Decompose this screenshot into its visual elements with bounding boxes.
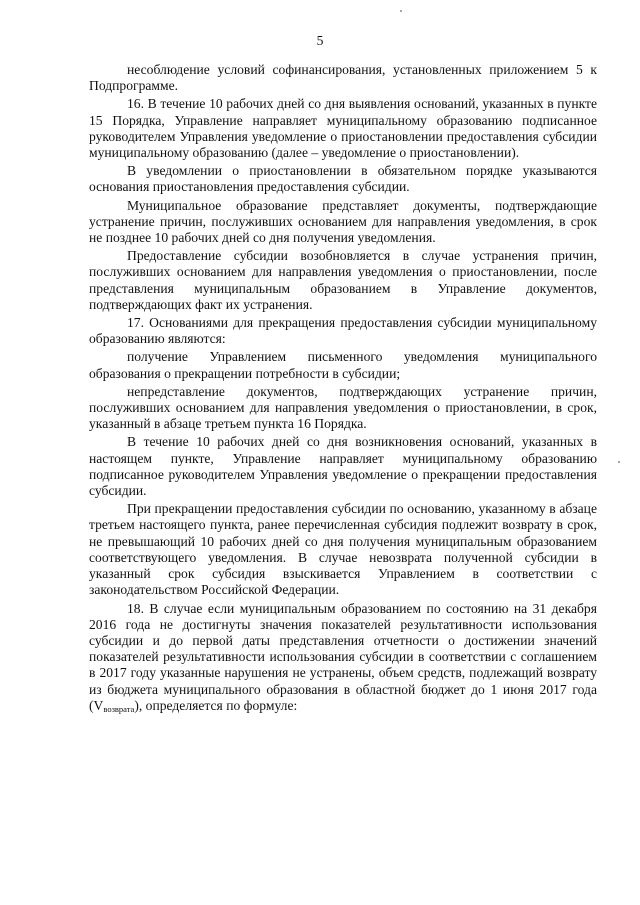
- paragraph-termination-notice: В течение 10 рабочих дней со дня возникновения оснований, указанных в настоящем пункте, Управление направляет муниципальному образованию подписанное руководителем Управления уведомление о прекращении предоставления субсидии.: [89, 434, 597, 499]
- scan-speck: [400, 10, 402, 12]
- paragraph-16-suspension-notice: 16. В течение 10 рабочих дней со дня выявления оснований, указанных в пункте 15 Порядка, Управление направляет муниципальному образованию подписанное руководителем Управления уведомление о приостановлении предоставления субсидии муниципальному образованию (далее – уведомление о приостановлении).: [89, 96, 597, 161]
- paragraph-18-refund-formula: [89, 601, 597, 714]
- paragraph-documents-submission: Муниципальное образование представляет документы, подтверждающие устранение причин, послуживших основанием для направления уведомления, в срок не позднее 10 рабочих дней со дня получения уведомления.: [89, 197, 597, 246]
- document-body: [89, 62, 597, 716]
- paragraph-written-notice: получение Управлением письменного уведомления муниципального образования о прекращении потребности в субсидии;: [89, 349, 597, 381]
- scan-speck: [618, 461, 620, 463]
- page-number: 5: [316, 33, 324, 48]
- paragraph-subsidy-refund: При прекращении предоставления субсидии по основанию, указанному в абзаце третьем настоящего пункта, ранее перечисленная субсидия подлежит возврату в срок, не превышающий 10 рабочих дней со дня получения муниципальным образованием соответствующего уведомления. В случае невозврата полученной субсидии в указанный срок субсидия взыскивается Управлением в соответствии с законодательством Российской Федерации.: [89, 501, 597, 598]
- v-refund-subscript: возврата: [103, 703, 135, 714]
- paragraph-18-ending: ), определяется по формуле:: [134, 697, 298, 713]
- paragraph-non-submission: непредставление документов, подтверждающих устранение причин, послуживших основанием для направления уведомления о приостановлении, в срок, указанный в абзаце третьем пункта 16 Порядка.: [89, 383, 597, 432]
- paragraph-18-text: 18. В случае если муниципальным образованием по состоянию на 31 декабря 2016 года не достигнуты значения показателей результативности использования субсидии и до первой даты представления отчетности о достижении значений показателей результативности использования субсидии в соответствии с соглашением в 2017 году указанные нарушения не устранены, объем средств, подлежащий возврату из бюджета муниципального образования в областной бюджет до 1 июня 2017 года (V: [89, 600, 597, 713]
- paragraph-subsidy-resumption: Предоставление субсидии возобновляется в случае устранения причин, послуживших основанием для направления уведомления о приостановлении, после представления муниципальным образованием в Управление документов, подтверждающих факт их устранения.: [89, 248, 597, 312]
- paragraph-suspension-grounds: В уведомлении о приостановлении в обязательном порядке указываются основания приостановления предоставления субсидии.: [89, 163, 597, 195]
- paragraph-conditions-cofinancing: несоблюдение условий софинансирования, установленных приложением 5 к Подпрограмме.: [89, 62, 597, 94]
- paragraph-17-termination-grounds: 17. Основаниями для прекращения предоставления субсидии муниципальному образованию являются:: [89, 315, 597, 347]
